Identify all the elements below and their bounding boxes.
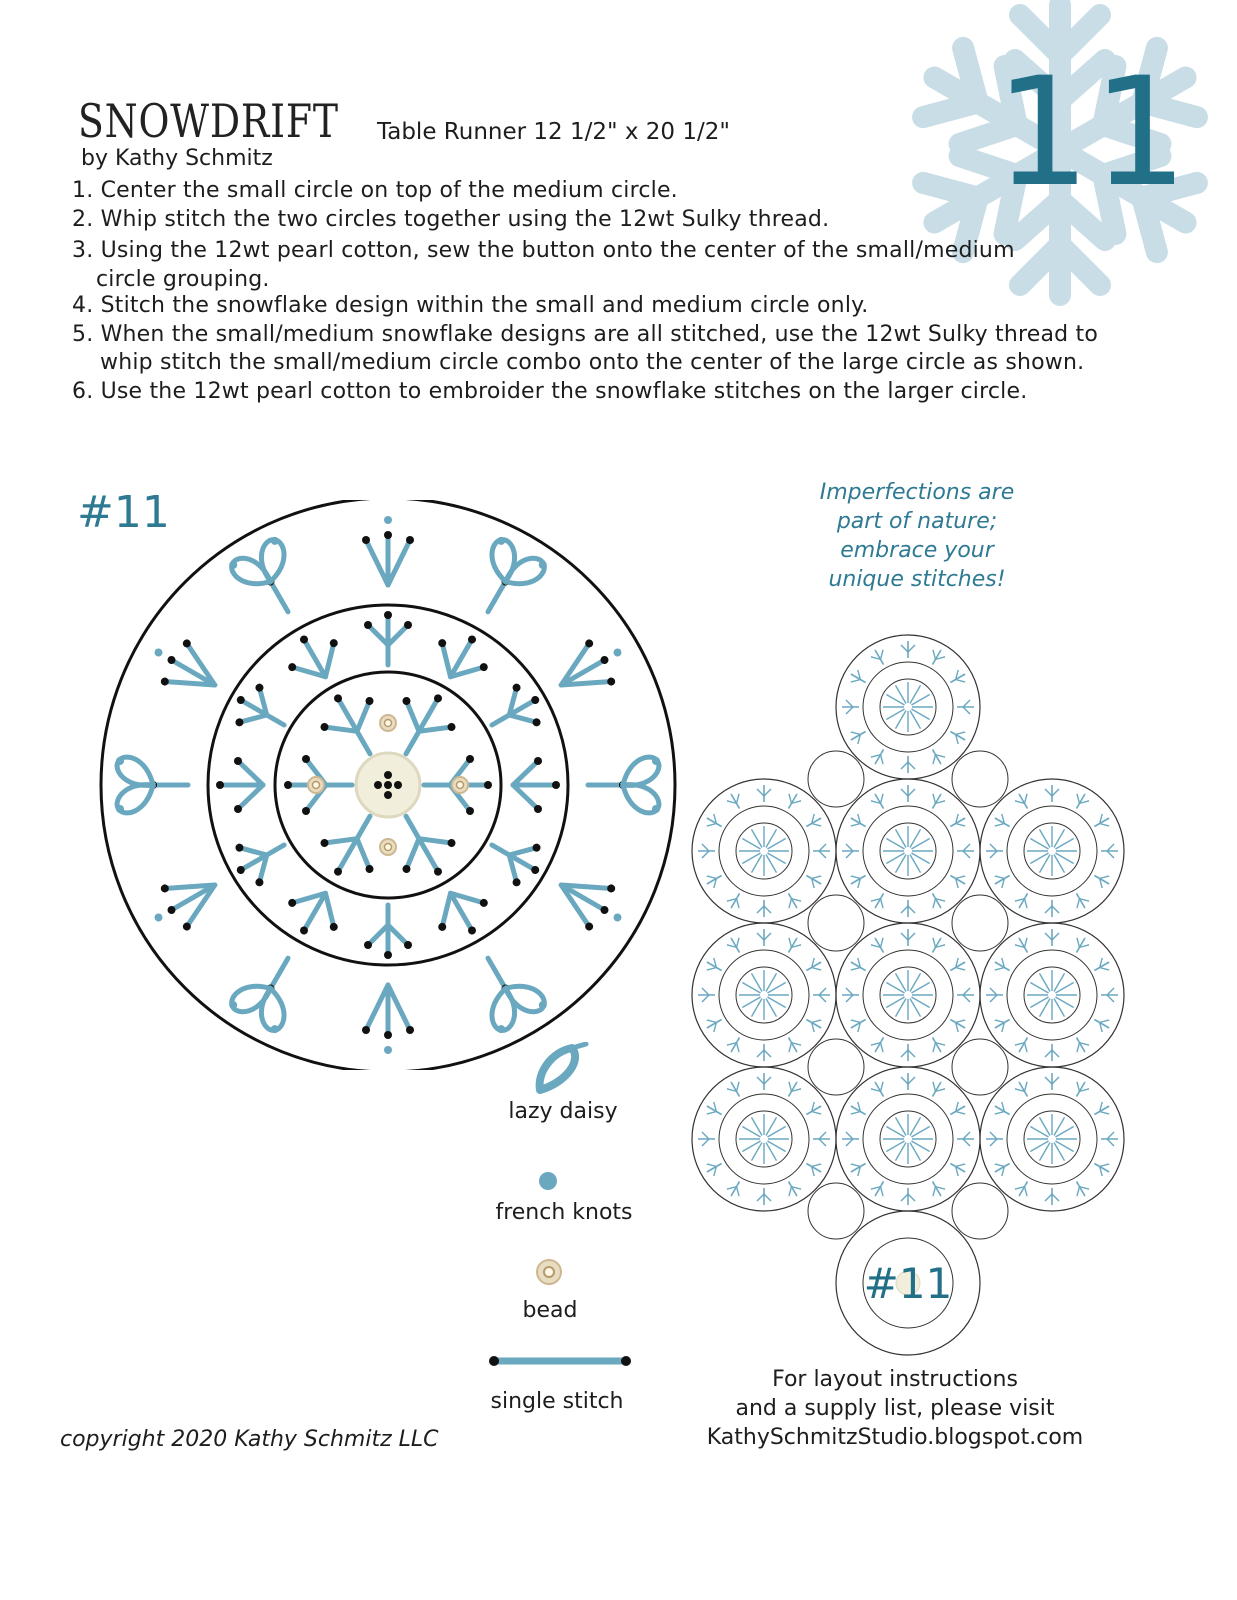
single-stitch-icon	[487, 1353, 633, 1369]
pattern-label: #11	[77, 487, 170, 538]
layout-label: #11	[863, 1259, 953, 1308]
step-4: 4. Stitch the snowflake design within the small and medium circle only.	[72, 293, 869, 318]
step-6: 6. Use the 12wt pearl cotton to embroider the snowflake stitches on the larger circle.	[72, 379, 1028, 404]
footer-line: and a supply list, please visit	[735, 1396, 1055, 1421]
footer-line: KathySchmitzStudio.blogspot.com	[706, 1425, 1084, 1450]
page-subtitle: Table Runner 12 1/2" x 20 1/2"	[377, 119, 730, 145]
copyright: copyright 2020 Kathy Schmitz LLC	[60, 1427, 439, 1452]
footer-note	[690, 1365, 1100, 1452]
step-2: 2. Whip stitch the two circles together using the 12wt Sulky thread.	[72, 207, 830, 232]
lazy-daisy-icon	[532, 1042, 592, 1096]
legend-french-knots: french knots	[495, 1200, 633, 1225]
step-1: 1. Center the small circle on top of the medium circle.	[72, 178, 678, 203]
quote-line: part of nature;	[836, 509, 998, 534]
embroidery-diagram	[98, 500, 682, 1070]
step-3: 3. Using the 12wt pearl cotton, sew the button onto the center of the small/medium	[72, 238, 1015, 263]
french-knot-icon	[538, 1171, 558, 1191]
author-byline: by Kathy Schmitz	[81, 146, 273, 171]
pattern-number: 11	[995, 46, 1190, 220]
legend-lazy-daisy: lazy daisy	[508, 1099, 618, 1124]
page-title: SNOWDRIFT	[78, 94, 339, 148]
legend-single-stitch: single stitch	[490, 1389, 624, 1414]
step-5: 5. When the small/medium snowflake designs are all stitched, use the 12wt Sulky thread to	[72, 322, 1099, 347]
quote-line: Imperfections are	[819, 480, 1015, 505]
table-runner-layout-diagram	[688, 625, 1133, 1360]
quote	[792, 478, 1042, 594]
step-3-continued: circle grouping.	[96, 267, 270, 292]
footer-line: For layout instructions	[772, 1367, 1018, 1392]
legend-bead: bead	[522, 1298, 578, 1323]
step-5-continued: whip stitch the small/medium circle combo onto the center of the large circle as shown.	[100, 350, 1085, 375]
quote-line: unique stitches!	[828, 567, 1006, 592]
bead-icon	[535, 1258, 563, 1286]
quote-line: embrace your	[840, 538, 994, 563]
